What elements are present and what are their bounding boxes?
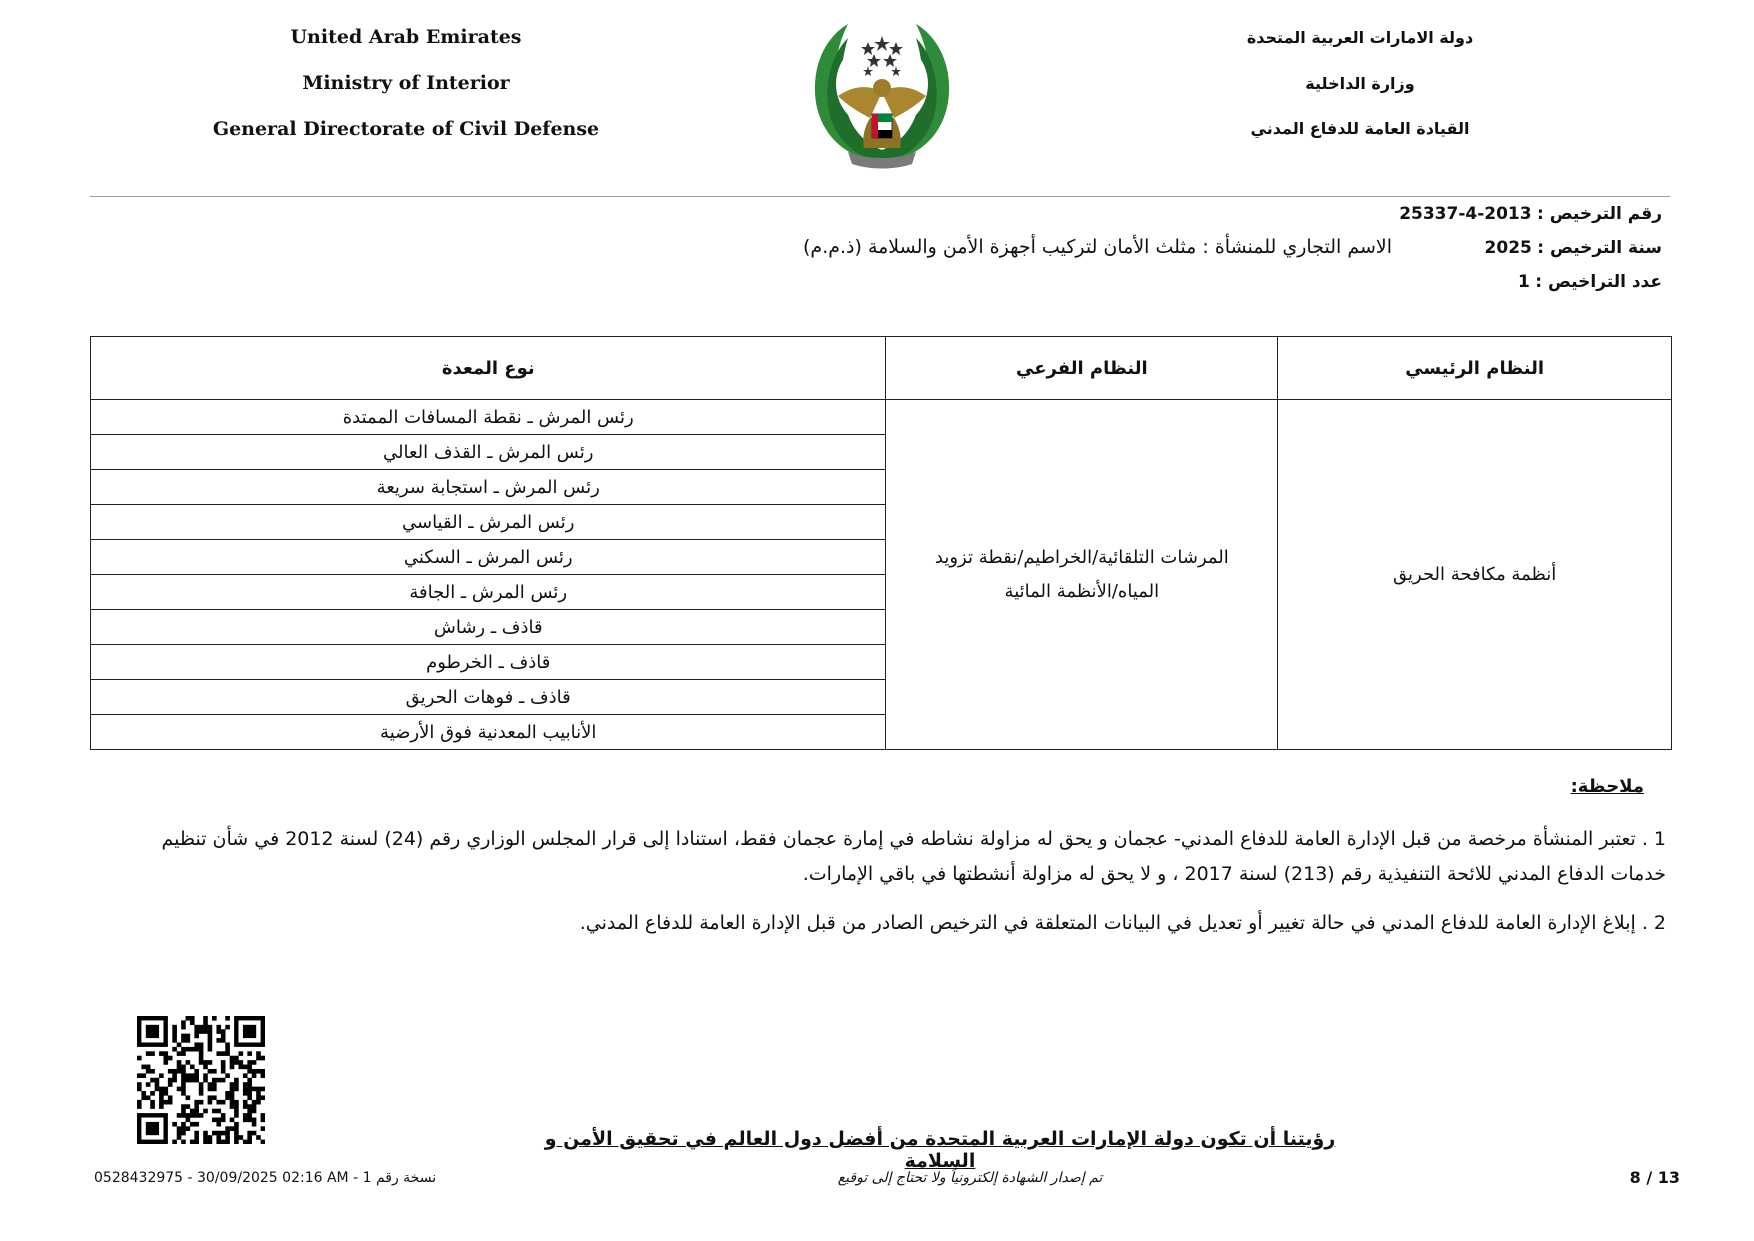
equipment-cell: رئس المرش ـ الجافة [91, 575, 886, 610]
license-count-value: 1 [1518, 272, 1530, 292]
header-divider [90, 196, 1670, 197]
main-system-cell: أنظمة مكافحة الحريق [1278, 400, 1672, 750]
equipment-cell: رئس المرش ـ السكني [91, 540, 886, 575]
license-number-value: 25337-4-2013 [1399, 204, 1532, 224]
equipment-cell: قاذف ـ الخرطوم [91, 645, 886, 680]
notes-title: ملاحظة: [1570, 776, 1644, 797]
license-count [1518, 272, 1662, 292]
vision-statement: رؤيتنا أن تكون دولة الإمارات العربية المتحدة من أفضل دول العالم في تحقيق الأمن و السلامة [544, 1128, 1336, 1172]
equipment-cell: قاذف ـ رشاش [91, 610, 886, 645]
footer-version: 0528432975 - 30/09/2025 02:16 AM - نسخة رقم 1 [94, 1170, 437, 1186]
license-year-value: 2025 [1484, 238, 1532, 258]
note-item-2: 2 . إبلاغ الإدارة العامة للدفاع المدني في حالة تغيير أو تعديل في البيانات المتعلقة في الترخيص الصادر من قبل الإدارة العامة للدفاع المدني. [579, 912, 1666, 934]
footer-electronic-note: تم إصدار الشهادة إلكترونياً ولا تحتاج إلى توقيع [837, 1170, 1103, 1186]
header-equipment-type: نوع المعدة [91, 337, 886, 400]
header-en-line1: United Arab Emirates [290, 26, 522, 48]
trade-name-value: مثلث الأمان لتركيب أجهزة الأمن والسلامة (ذ.م.م) [803, 236, 1197, 258]
license-count-label: عدد التراخيص : [1535, 272, 1662, 292]
equipment-cell: رئس المرش ـ نقطة المسافات الممتدة [91, 400, 886, 435]
equipment-cell: قاذف ـ فوهات الحريق [91, 680, 886, 715]
header-en-line2: Ministry of Interior [302, 72, 510, 94]
header-main-system: النظام الرئيسي [1278, 337, 1672, 400]
trade-name-label: الاسم التجاري للمنشأة : [1202, 236, 1392, 258]
header-en-line3: General Directorate of Civil Defense [212, 118, 600, 140]
footer-page-number: 8 / 13 [1629, 1168, 1680, 1187]
equipment-cell: رئس المرش ـ استجابة سريعة [91, 470, 886, 505]
header-ar-line2: وزارة الداخلية [1305, 74, 1415, 93]
equipment-cell: رئس المرش ـ القياسي [91, 505, 886, 540]
equipment-cell: رئس المرش ـ القذف العالي [91, 435, 886, 470]
equipment-cell: الأنابيب المعدنية فوق الأرضية [91, 715, 886, 750]
license-number [1399, 204, 1662, 224]
header-ar-line3: القيادة العامة للدفاع المدني [1250, 119, 1470, 138]
header-sub-system: النظام الفرعي [886, 337, 1278, 400]
header-ar-line1: دولة الامارات العربية المتحدة [1246, 28, 1474, 47]
sub-system-cell: المرشات التلقائية/الخراطيم/نقطة تزويد المياه/الأنظمة المائية [886, 400, 1278, 750]
license-year [1485, 238, 1662, 258]
note-item-1: 1 . تعتبر المنشأة مرخصة من قبل الإدارة العامة للدفاع المدني- عجمان و يحق له مزاولة نشاطه في إمارة عجمان فقط، استنادا إلى قرار المجلس الوزاري رقم (24) لسنة 2012 في شأن تنظيم خدمات الدفاع المدني للائحة التنفيذية رقم (213) لسنة 2017 ، و لا يحق له مزاولة أنشطتها في باقي الإمارات. [161, 828, 1666, 885]
qr-code-icon [137, 1016, 265, 1144]
systems-table [90, 336, 1672, 750]
trade-name [803, 236, 1392, 258]
uae-falcon-emblem-icon [808, 14, 956, 174]
table-row [91, 400, 1672, 435]
license-number-label: رقم الترخيص : [1537, 204, 1662, 224]
license-year-label: سنة الترخيص : [1537, 238, 1662, 258]
table-header-row [91, 337, 1672, 400]
